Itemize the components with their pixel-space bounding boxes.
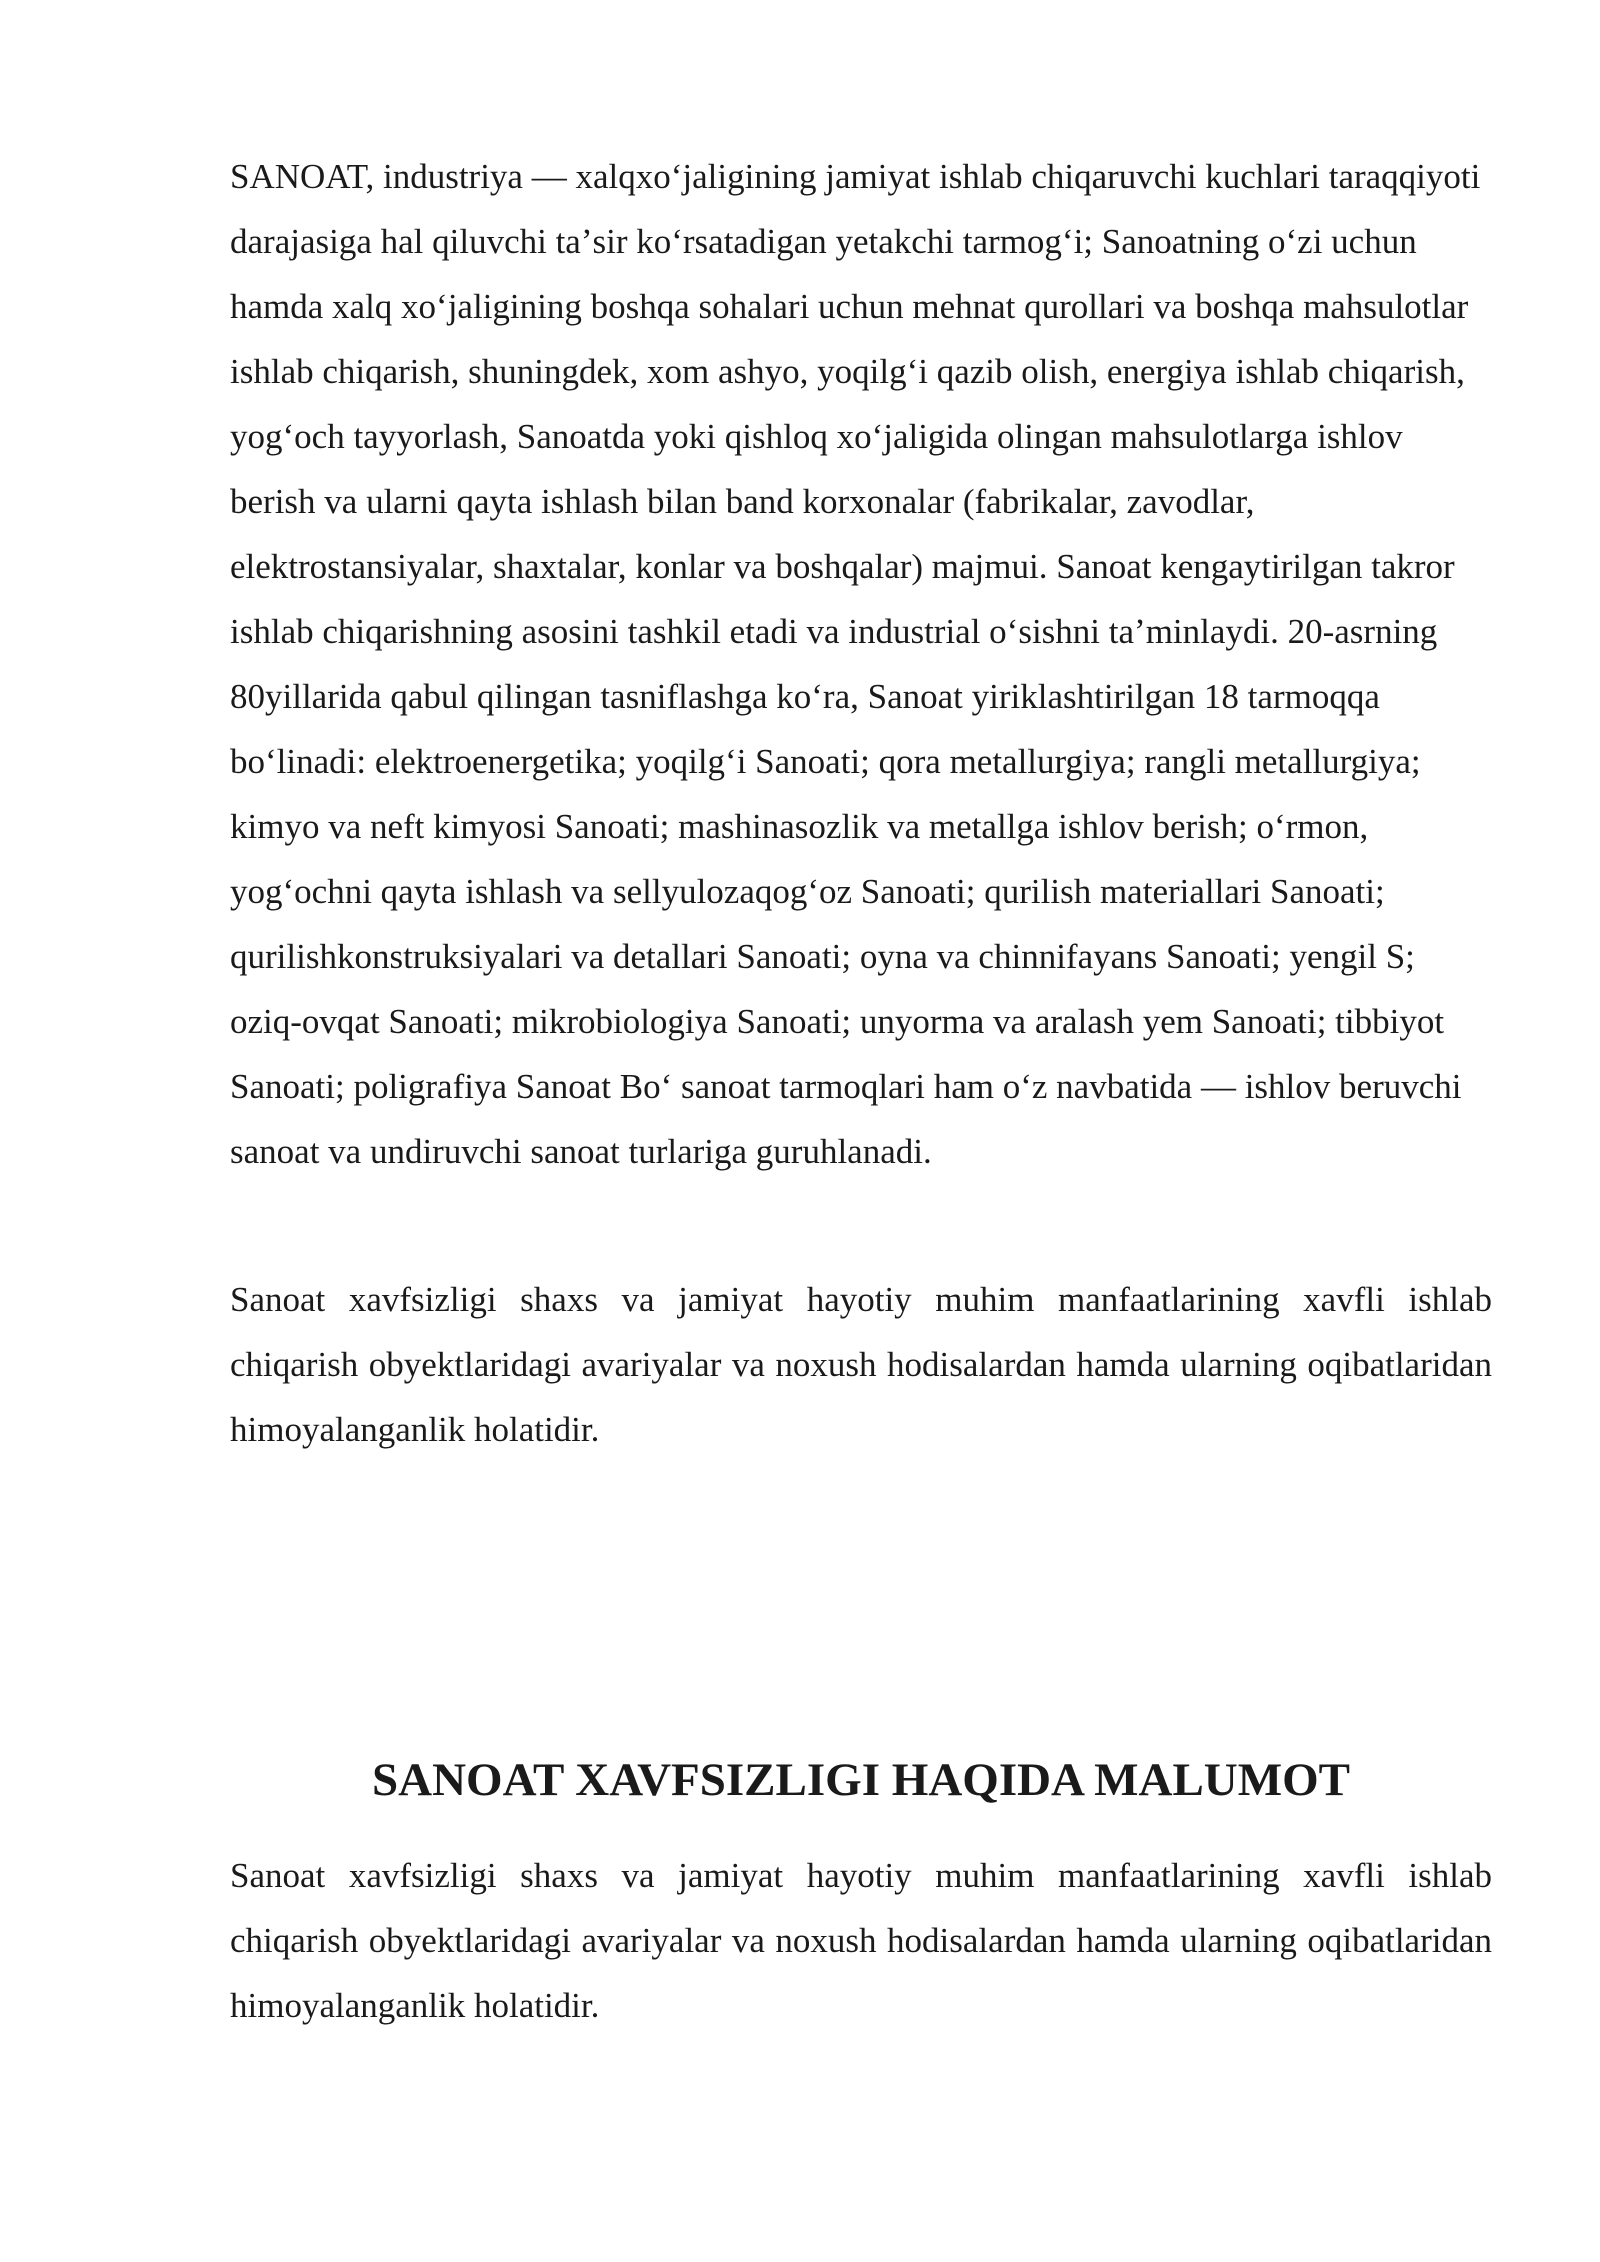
intro-paragraph: SANOAT, industriya — xalqxoʻjaligining jamiyat ishlab chiqaruvchi kuchlari taraqqiyoti darajasiga hal qiluvchi taʼsir koʻrsatadigan yetakchi tarmogʻi; Sanoatning oʻzi uchun hamda xalq xoʻjaligining boshqa sohalari uchun mehnat qurollari va boshqa mahsulotlar ishlab chiqarish, shuningdek, xom ashyo, yoqilgʻi qazib olish, energiya ishlab chiqarish, yogʻoch tayyorlash, Sanoatda yoki qishloq xoʻjaligida olingan mahsulotlarga ishlov berish va ularni qayta ishlash bilan band korxonalar (fabrikalar, zavodlar, elektrostansiyalar, shaxtalar, konlar va boshqalar) majmui. Sanoat kengaytirilgan takror ishlab chiqarishning asosini tashkil etadi va industrial oʻsishni taʼminlaydi. 20-asrning 80yillarida qabul qilingan tasniflashga koʻra, Sanoat yiriklashtirilgan 18 tarmoqqa boʻlinadi: elektroenergetika; yoqilgʻi Sanoati; qora metallurgiya; rangli metallurgiya; kimyo va neft kimyosi Sanoati; mashinasozlik va metallga ishlov berish; oʻrmon, yogʻochni qayta ishlash va sellyulozaqogʻoz Sanoati; qurilish materiallari Sanoati; qurilishkonstruksiyalari va detallari Sanoati; oyna va chinnifayans Sanoati; yengil S; oziq-ovqat Sanoati; mikrobiologiya Sanoati; unyorma va aralash yem Sanoati; tibbiyot Sanoati; poligrafiya Sanoat Boʻ sanoat tarmoqlari ham oʻz navbatida — ishlov beruvchi sanoat va undiruvchi sanoat turlariga guruhlanadi.: [230, 157, 1481, 1171]
definition-paragraph: Sanoat xavfsizligi shaxs va jamiyat hayotiy muhim manfaatlarining xavfli ishlab chiqarish obyektlaridagi avariyalar va noxush hodisalardan hamda ularning oqibatlaridan himoyalanganlik holatidir.: [230, 1280, 1492, 1449]
section-paragraph: Sanoat xavfsizligi shaxs va jamiyat hayotiy muhim manfaatlarining xavfli ishlab chiqarish obyektlaridagi avariyalar va noxush hodisalardan hamda ularning oqibatlaridan himoyalanganlik holatidir.: [230, 1856, 1492, 2025]
section-heading: SANOAT XAVFSIZLIGI HAQIDA MALUMOT: [371, 1754, 1351, 1806]
